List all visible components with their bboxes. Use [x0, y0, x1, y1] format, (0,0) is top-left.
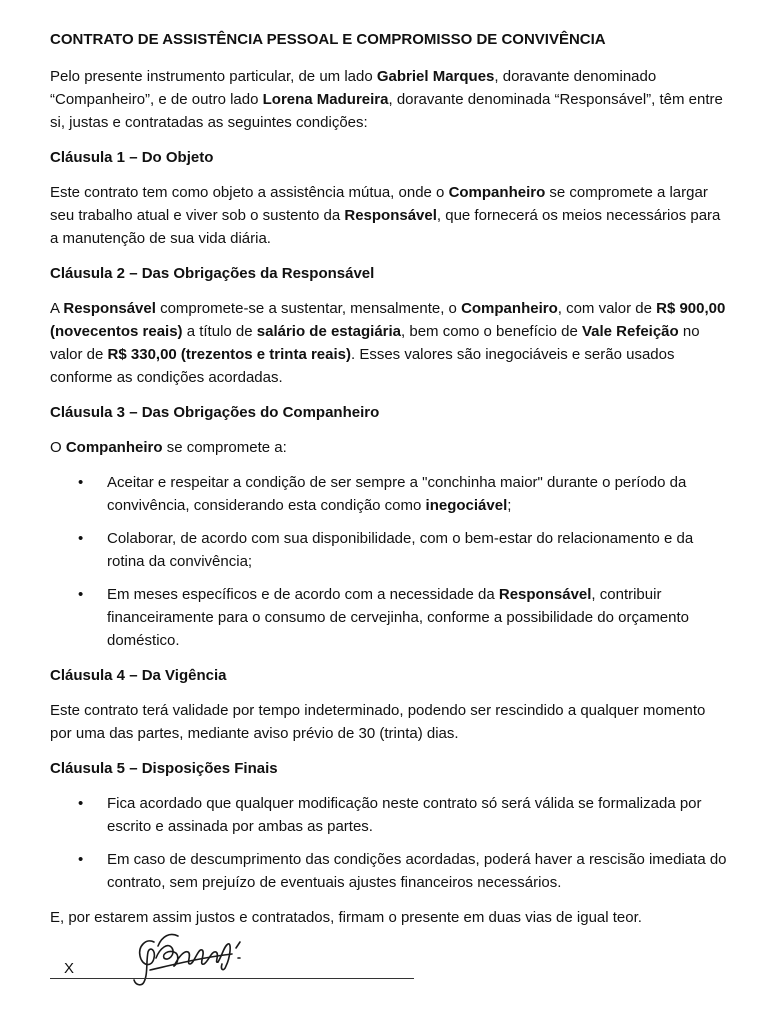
signature-x-mark: X: [64, 960, 75, 977]
bullet-icon: •: [78, 795, 84, 812]
clause-3-heading: Cláusula 3 – Das Obrigações do Companheiro: [50, 404, 380, 421]
clause-5-bullet-2-text: Em caso de descumprimento das condições acordadas, poderá haver a rescisão imediata do contrato, sem prejuízo de eventuais ajustes financeiros necessários.: [107, 851, 727, 891]
clause-1-text-2: se compromete a largar seu trabalho atual e viver sob o sustento da: [50, 184, 708, 224]
clause-3-bullet-1-bold: inegociável: [425, 497, 508, 514]
clause-1-text: [50, 181, 728, 250]
clause-2-salary-value: R$ 900,00 (novecentos reais): [50, 300, 726, 340]
clause-2-text-4: a título de: [182, 323, 257, 340]
clause-2-text-3: , com valor de: [557, 300, 657, 317]
list-item: [50, 583, 728, 652]
clause-1-heading: Cláusula 1 – Do Objeto: [50, 149, 214, 166]
signature-line: [50, 978, 414, 979]
bullet-icon: •: [78, 474, 84, 491]
document-title: CONTRATO DE ASSISTÊNCIA PESSOAL E COMPROMISSO DE CONVIVÊNCIA: [50, 31, 606, 48]
clause-2-text-7: . Esses valores são inegociáveis e serão usados conforme as condições acordadas.: [50, 346, 675, 386]
clause-1-bold-1: Companheiro: [448, 184, 546, 201]
clause-2-text-6: no valor de: [50, 323, 700, 363]
clause-2-text-5: , bem como o benefício de: [401, 323, 582, 340]
clause-1-bold-2: Responsável: [344, 207, 437, 224]
closing-statement: E, por estarem assim justos e contratados, firmam o presente em duas vias de igual teor.: [50, 909, 642, 926]
clause-4-heading: Cláusula 4 – Da Vigência: [50, 667, 227, 684]
clause-2-bold-1: Responsável: [63, 300, 156, 317]
clause-3-bullet-3-bold: Responsável: [498, 586, 592, 603]
party-responsavel-name: Lorena Madureira: [262, 91, 389, 108]
clause-5-list: [50, 792, 728, 894]
clause-2-heading: Cláusula 2 – Das Obrigações da Responsável: [50, 265, 375, 282]
list-item: [50, 792, 728, 838]
signature-block: [50, 926, 418, 990]
party-companheiro-name: Gabriel Marques: [376, 68, 495, 85]
clause-3-intro: [50, 436, 728, 459]
clause-3-intro-text-1: O: [50, 439, 66, 456]
clause-3-bullet-1-text-2: ;: [507, 497, 512, 514]
clause-2-text: [50, 297, 728, 389]
intro-text-2: , doravante denominado “Companheiro”, e de outro lado: [50, 68, 657, 108]
bullet-icon: •: [78, 530, 84, 547]
list-item: [50, 471, 728, 517]
list-item: [50, 527, 728, 573]
clause-3-bullet-3-text-2: , contribuir financeiramente para o consumo de cervejinha, conforme a possibilidade do orçamento doméstico.: [107, 586, 690, 649]
intro-paragraph: [50, 65, 728, 134]
clause-3-intro-text-2: se compromete a:: [162, 439, 287, 456]
clause-2-bold-5: Vale Refeição: [581, 323, 679, 340]
intro-text-3: , doravante denominada “Responsável”, têm entre si, justas e contratadas as seguintes condições:: [50, 91, 723, 131]
list-item: [50, 848, 728, 894]
clause-2-bold-2: Companheiro: [461, 300, 558, 317]
signature-icon: [128, 928, 248, 990]
clause-3-bullet-1-text-1: Aceitar e respeitar a condição de ser sempre a "conchinha maior" durante o período da convivência, considerando esta condição como: [107, 474, 687, 514]
clause-5-heading: Cláusula 5 – Disposições Finais: [50, 760, 278, 777]
clause-3-list: [50, 471, 728, 652]
bullet-icon: •: [78, 851, 84, 868]
clause-3-bullet-3-text-1: Em meses específicos e de acordo com a necessidade da: [107, 586, 499, 603]
clause-2-meal-value: R$ 330,00 (trezentos e trinta reais): [107, 346, 351, 363]
clause-4-text: Este contrato terá validade por tempo indeterminado, podendo ser rescindido a qualquer momento por uma das partes, mediante aviso prévio de 30 (trinta) dias.: [50, 702, 706, 742]
clause-2-bold-4: salário de estagiária: [256, 323, 402, 340]
clause-1-text-1: Este contrato tem como objeto a assistência mútua, onde o: [50, 184, 449, 201]
clause-2-text-1: A: [50, 300, 64, 317]
contract-document: [50, 28, 728, 941]
clause-5-bullet-1-text: Fica acordado que qualquer modificação neste contrato só será válida se formalizada por escrito e assinada por ambas as partes.: [107, 795, 702, 835]
clause-3-intro-bold: Companheiro: [65, 439, 163, 456]
clause-1-text-3: , que fornecerá os meios necessários para a manutenção de sua vida diária.: [50, 207, 721, 247]
bullet-icon: •: [78, 586, 84, 603]
clause-2-text-2: compromete-se a sustentar, mensalmente, o: [155, 300, 462, 317]
clause-3-bullet-2-text: Colaborar, de acordo com sua disponibilidade, com o bem-estar do relacionamento e da rotina da convivência;: [107, 530, 694, 570]
intro-text-1: Pelo presente instrumento particular, de um lado: [50, 68, 377, 85]
